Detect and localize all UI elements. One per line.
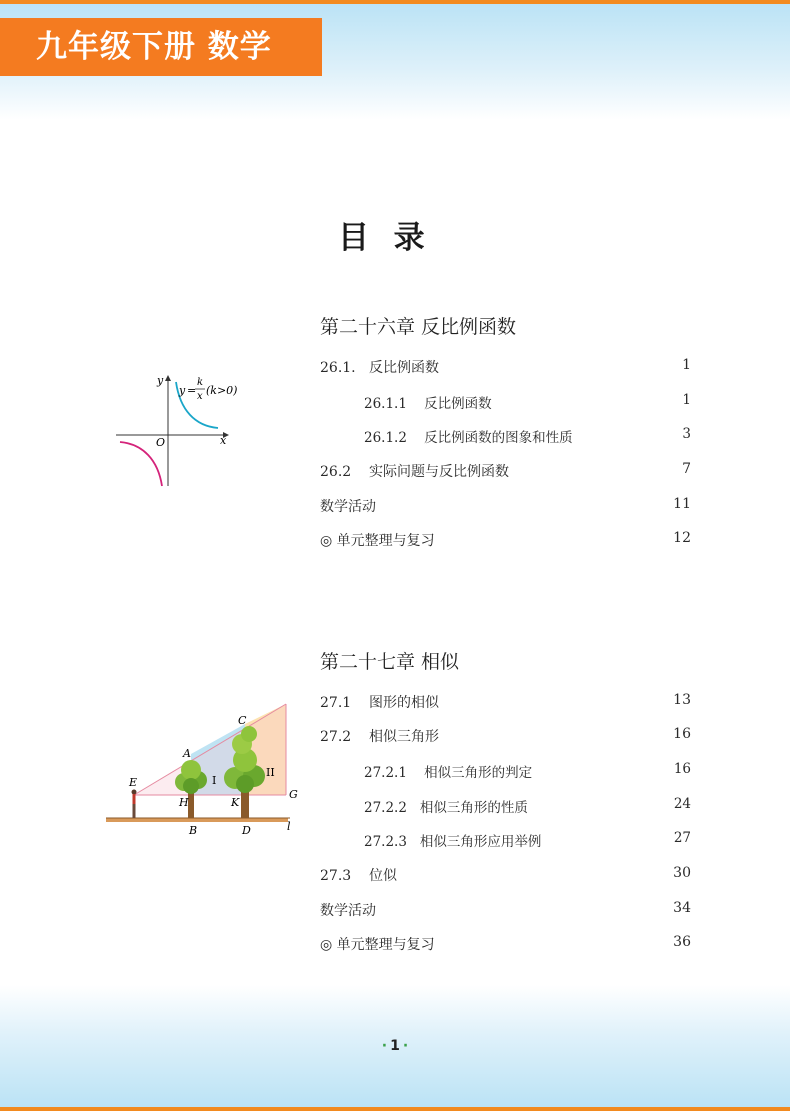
ground xyxy=(106,818,288,822)
toc-entry-page: 16 xyxy=(673,761,691,777)
toc-entry[interactable] xyxy=(320,934,691,956)
toc-entry-label: 26.1.2 反比例函数的图象和性质 xyxy=(364,430,573,446)
toc-entry[interactable] xyxy=(364,426,691,448)
toc-entry[interactable] xyxy=(320,726,691,748)
toc-entry-label: 26.2 实际问题与反比例函数 xyxy=(320,464,509,480)
toc-entry-label: 27.2.1 相似三角形的判定 xyxy=(364,765,533,781)
toc-entry-label: 27.1 图形的相似 xyxy=(320,695,439,711)
toc-entry-label: 26.1. 反比例函数 xyxy=(320,360,439,376)
toc-entry-label: ◎ 单元整理与复习 xyxy=(320,533,435,549)
toc-entry[interactable] xyxy=(320,692,691,714)
toc-entry-label: 27.2.2 相似三角形的性质 xyxy=(364,800,528,816)
book-title-banner: 九年级下册 数学 xyxy=(0,18,322,76)
toc-entry[interactable] xyxy=(364,392,691,414)
person-head xyxy=(132,790,137,795)
toc-entry[interactable] xyxy=(320,496,691,518)
toc-entry-page: 1 xyxy=(682,392,691,408)
page-number-dot-right: · xyxy=(402,1038,409,1054)
point-label-b: B xyxy=(189,824,198,837)
toc-entry-page: 11 xyxy=(673,496,691,512)
point-label-d: D xyxy=(242,824,251,837)
toc-entry-page: 7 xyxy=(682,461,691,477)
chapter-27-title: 第二十七章 相似 xyxy=(320,651,460,673)
toc-entry-page: 13 xyxy=(673,692,691,708)
similar-triangles-figure xyxy=(104,700,304,840)
toc-entry-page: 24 xyxy=(673,796,691,812)
point-label-e: E xyxy=(129,776,138,789)
formula-x: x xyxy=(197,391,203,402)
formula-condition: (k>0) xyxy=(206,384,238,397)
toc-entry-page: 30 xyxy=(673,865,691,881)
footer-accent-line xyxy=(0,1107,790,1111)
header-accent-line xyxy=(0,0,790,4)
toc-entry-page: 34 xyxy=(673,900,691,916)
point-label-c: C xyxy=(238,714,247,727)
x-axis-label: x xyxy=(220,434,227,447)
hyperbola-figure xyxy=(110,370,250,490)
toc-entry-label: 27.3 位似 xyxy=(320,868,397,884)
formula-y: y xyxy=(179,384,186,397)
toc-title: 目 录 xyxy=(338,220,426,256)
toc-entry[interactable] xyxy=(320,900,691,922)
toc-entry-page: 1 xyxy=(682,357,691,373)
toc-entry-page: 12 xyxy=(673,530,691,546)
person-body xyxy=(133,794,136,804)
page-number-dot-left: · xyxy=(381,1038,388,1054)
line-label-l: l xyxy=(287,820,291,833)
toc-entry[interactable] xyxy=(320,530,691,552)
formula-k: k xyxy=(197,377,204,388)
point-label-h: H xyxy=(179,796,189,809)
toc-entry-label: 27.2.3 相似三角形应用举例 xyxy=(364,834,542,850)
toc-entry-label: 数学活动 xyxy=(320,499,376,515)
toc-entry[interactable] xyxy=(364,761,691,783)
origin-label: O xyxy=(156,436,166,449)
toc-entry[interactable] xyxy=(320,357,691,379)
region-label-i: I xyxy=(212,774,217,787)
toc-entry-page: 27 xyxy=(673,830,691,846)
y-axis-label: y xyxy=(157,374,164,387)
toc-entry-label: ◎ 单元整理与复习 xyxy=(320,937,435,953)
toc-entry-label: 27.2 相似三角形 xyxy=(320,729,439,745)
toc-entry-label: 26.1.1 反比例函数 xyxy=(364,396,492,412)
toc-entry[interactable] xyxy=(320,461,691,483)
toc-entry[interactable] xyxy=(320,865,691,887)
page-number xyxy=(0,1038,790,1054)
page-number-value: 1 xyxy=(390,1038,400,1054)
toc-entry[interactable] xyxy=(364,830,691,852)
toc-entry[interactable] xyxy=(364,796,691,818)
toc-entry-page: 3 xyxy=(682,426,691,442)
toc-entry-page: 36 xyxy=(673,934,691,950)
formula-eq: = xyxy=(187,384,197,397)
region-label-ii: II xyxy=(266,766,275,779)
toc-entry-label: 数学活动 xyxy=(320,903,376,919)
point-label-g: G xyxy=(289,788,298,801)
point-label-k: K xyxy=(231,796,240,809)
point-label-a: A xyxy=(183,747,191,760)
toc-entry-page: 16 xyxy=(673,726,691,742)
chapter-26-title: 第二十六章 反比例函数 xyxy=(320,316,517,338)
person-legs xyxy=(133,804,136,818)
